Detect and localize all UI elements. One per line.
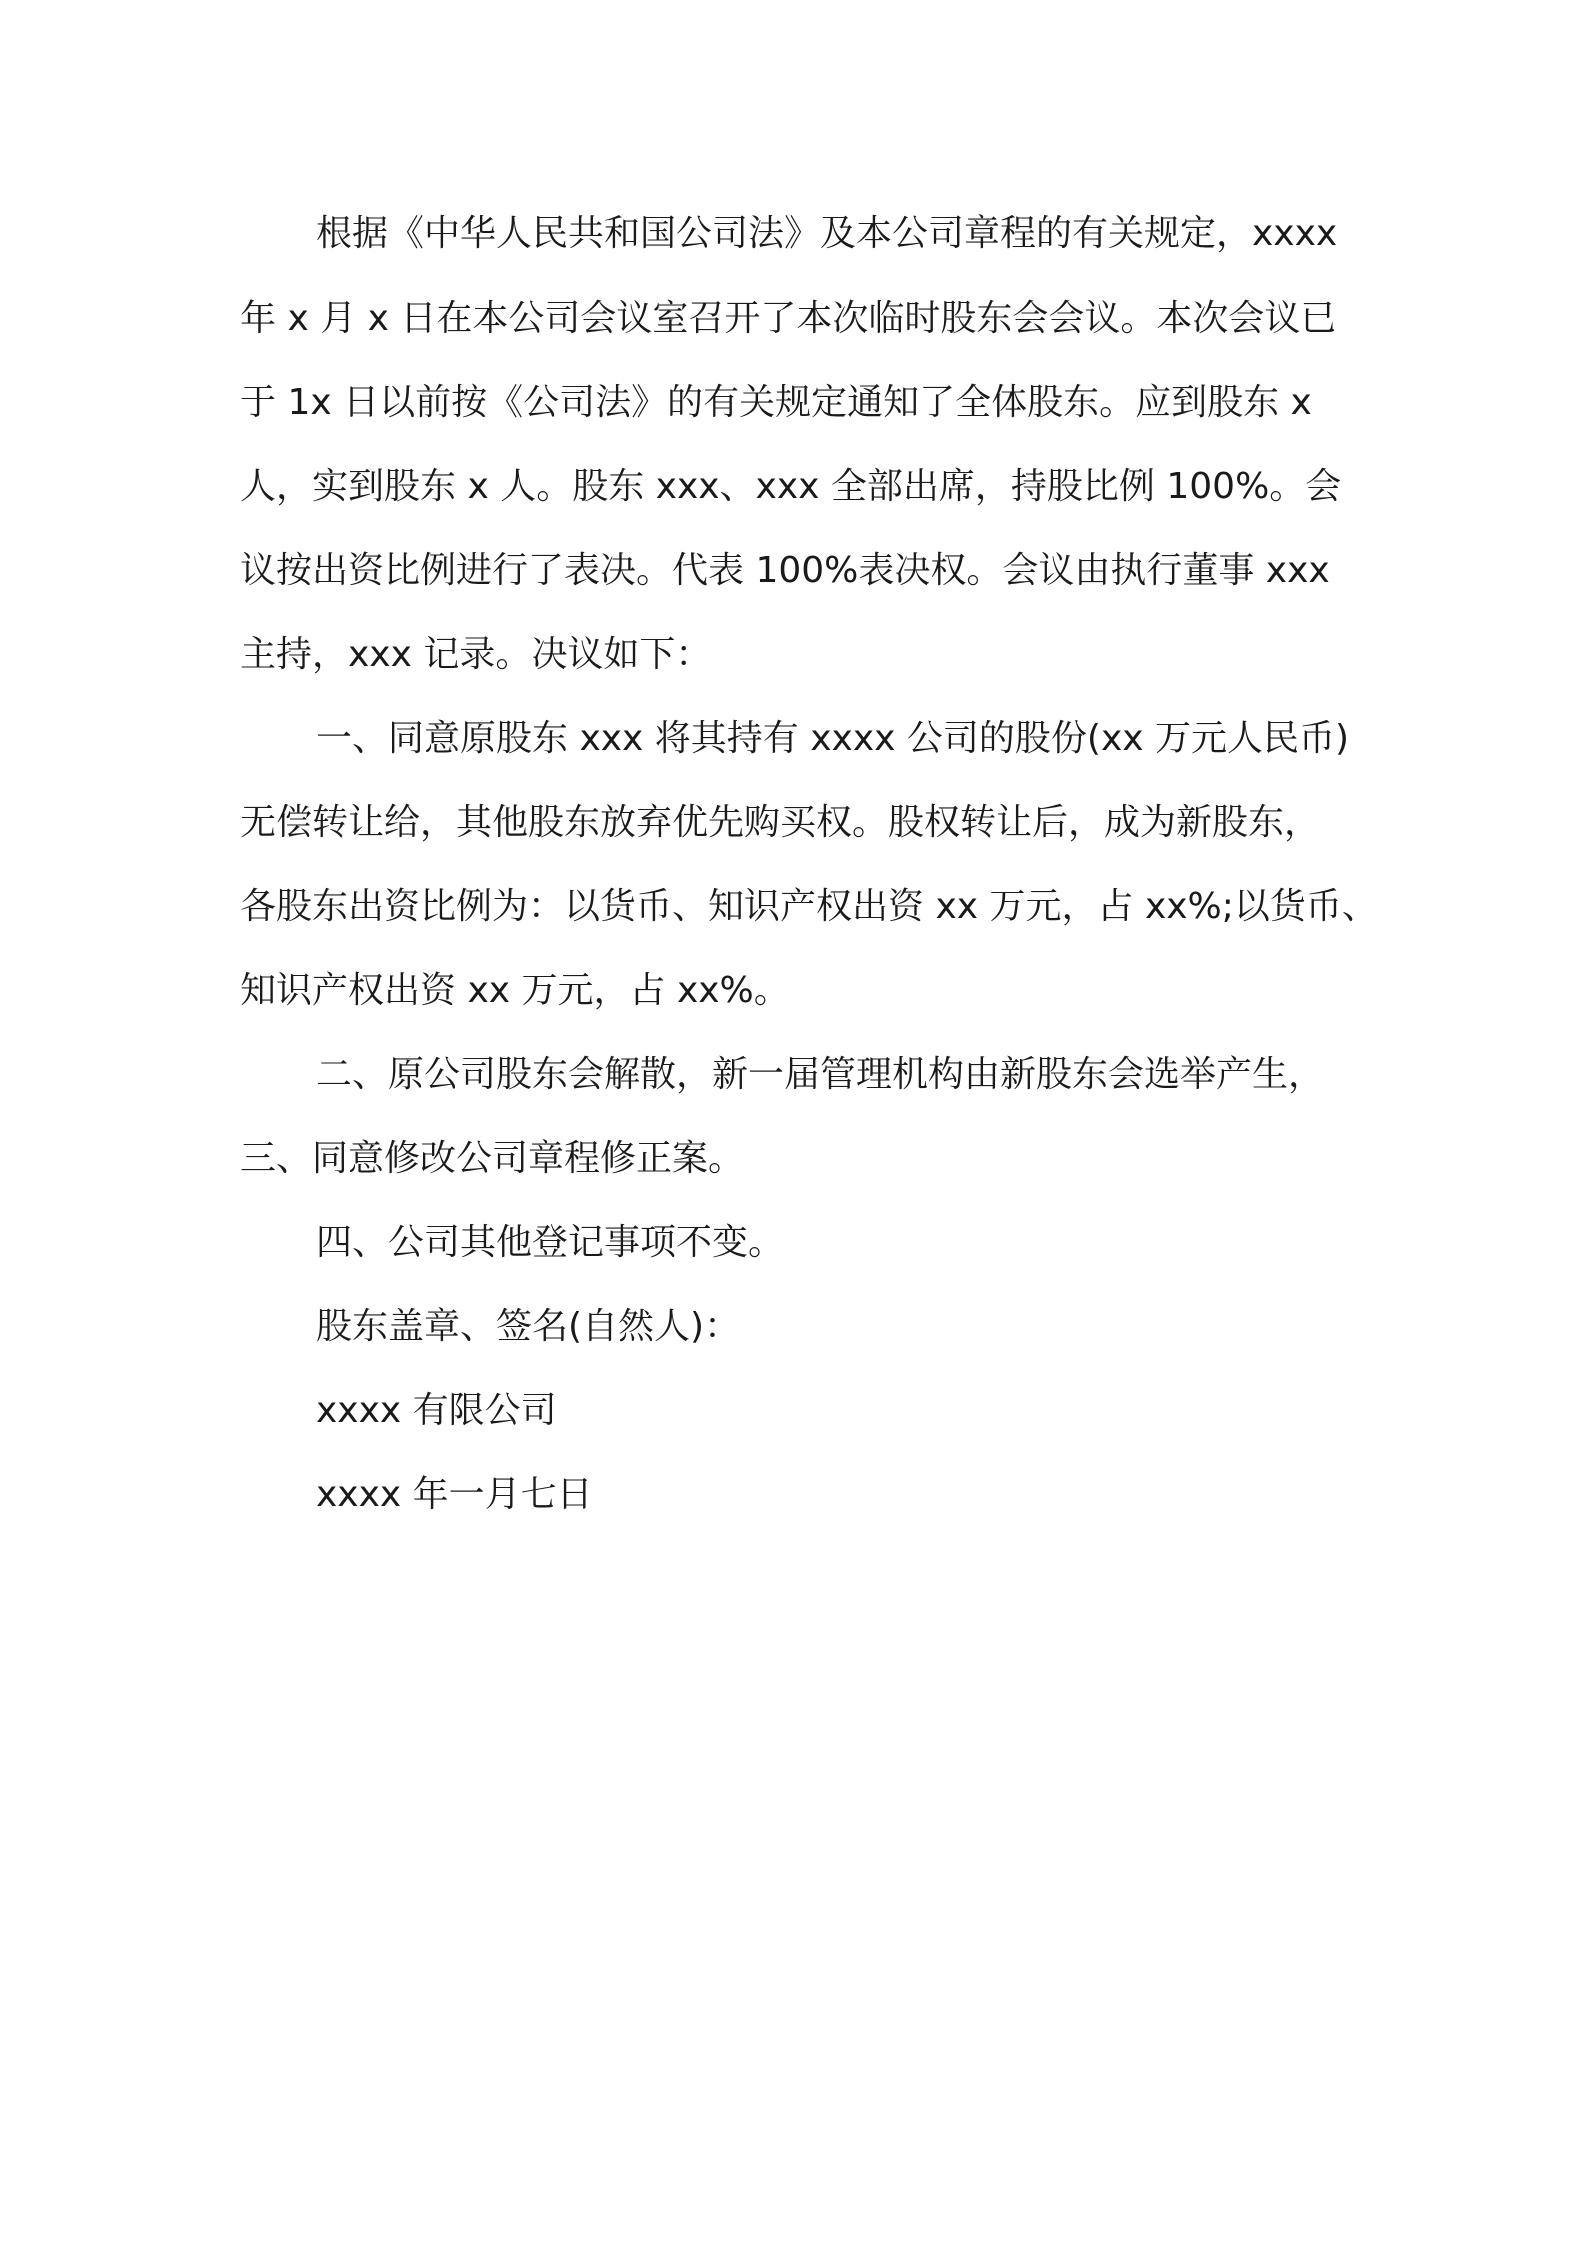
resolution-2: 二、原公司股东会解散，新一届管理机构由新股东会选举产生， — [316, 1054, 1325, 1095]
intro-paragraph-line-6: 主持，xxx 记录。决议如下： — [240, 634, 712, 675]
intro-paragraph-line-2: 年 x 月 x 日在本公司会议室召开了本次临时股东会会议。本次会议已 — [240, 298, 1337, 339]
resolution-3: 三、同意修改公司章程修正案。 — [240, 1138, 745, 1179]
resolution-1-line-1: 一、同意原股东 xxx 将其持有 xxxx 公司的股份(xx 万元人民币) — [316, 718, 1350, 759]
resolution-1-line-3: 各股东出资比例为：以货币、知识产权出资 xx 万元，占 xx%;以货币、 — [240, 886, 1378, 927]
resolution-1-line-2: 无偿转让给，其他股东放弃优先购买权。股权转让后，成为新股东， — [240, 802, 1321, 843]
resolution-4: 四、公司其他登记事项不变。 — [316, 1222, 785, 1263]
company-name: xxxx 有限公司 — [316, 1390, 557, 1431]
intro-paragraph-line-4: 人，实到股东 x 人。股东 xxx、xxx 全部出席，持股比例 100%。会 — [240, 466, 1342, 507]
intro-paragraph-line-1: 根据《中华人民共和国公司法》及本公司章程的有关规定，xxxx — [316, 213, 1338, 254]
intro-paragraph-line-3: 于 1x 日以前按《公司法》的有关规定通知了全体股东。应到股东 x — [240, 382, 1312, 423]
resolution-1-line-4: 知识产权出资 xx 万元，占 xx%。 — [240, 970, 790, 1011]
intro-paragraph-line-5: 议按出资比例进行了表决。代表 100%表决权。会议由执行董事 xxx — [240, 550, 1330, 591]
document-date: xxxx 年一月七日 — [316, 1474, 593, 1515]
signature-label: 股东盖章、签名(自然人)： — [316, 1306, 741, 1347]
